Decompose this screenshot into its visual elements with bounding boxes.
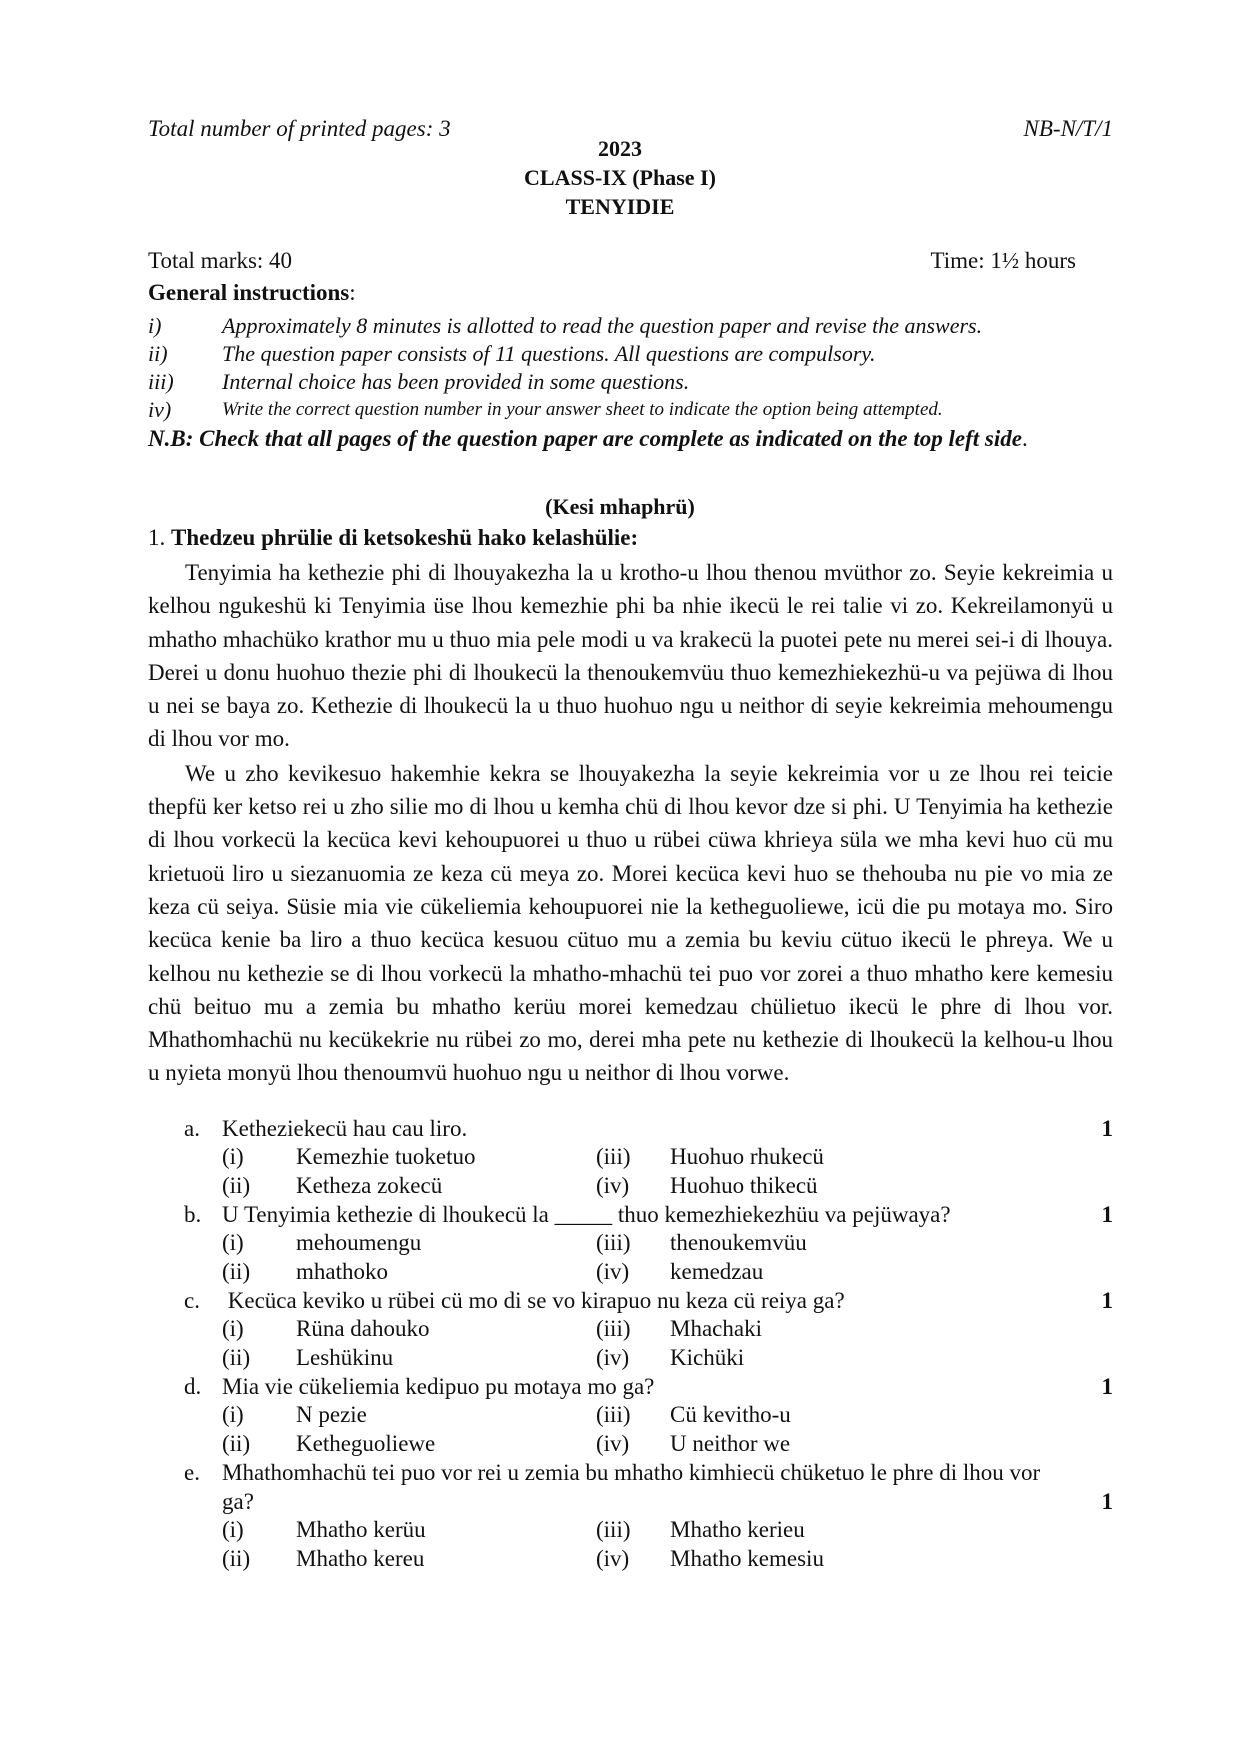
- option-number: (iii): [596, 1144, 631, 1169]
- total-marks: Total marks: 40: [148, 248, 293, 273]
- option-text: Ketheguoliewe: [296, 1430, 436, 1456]
- question-text: Ketheziekecü hau cau liro.: [222, 1116, 468, 1141]
- option-text: Leshükinu: [296, 1344, 394, 1370]
- question-1-title: Thedzeu phrülie di ketsokeshü hako kelashülie:: [171, 525, 639, 550]
- instruction-text: Internal choice has been provided in some questions.: [222, 369, 690, 394]
- instructions-title: General instructions: [148, 280, 350, 305]
- passage-paragraph: Tenyimia ha kethezie phi di lhouyakezha la u krotho-u lhou thenou mvüthor zo. Seyie kekreimia u kelhou ngukeshü ki Tenyimia üse lhou kemezhie phi ba nhie ikecü le rei talie vi zo. Kekreilamonyü u mhatho mhachüko krathor mu u thuo mia pele modi u va krakecü la puotei pete nu merei sei-i di lhouya. Derei u donu huohuo thezie phi di lhoukecü la thenoukemvüu thuo kemezhiekezhü-u va pejüwa di lhou u nei se baya zo. Kethezie di lhoukecü la u thuo huohuo ngu u neithor di seyie kekreimia mehoumengu di lhou vor mo.: [148, 560, 1113, 752]
- option-text: Mhatho kerieu: [670, 1517, 805, 1542]
- question-letter: b.: [184, 1202, 202, 1227]
- option-number: (iv): [596, 1545, 630, 1571]
- question-line: [148, 1200, 1113, 1229]
- question-line: [148, 1458, 1113, 1487]
- option-number: (ii): [222, 1430, 251, 1456]
- option-number: (iii): [596, 1316, 631, 1341]
- exam-year: 2023: [598, 136, 642, 161]
- option-row: [148, 1143, 1113, 1172]
- instructions-list: [148, 312, 1108, 424]
- question-line: [148, 1114, 1113, 1143]
- option-row: [148, 1172, 1113, 1201]
- option-row: [148, 1516, 1113, 1545]
- option-number: (ii): [222, 1172, 251, 1198]
- question-mark: 1: [1101, 1288, 1113, 1313]
- option-text: Rüna dahouko: [296, 1316, 430, 1341]
- option-row: [148, 1401, 1113, 1430]
- exam-time: Time: 1½ hours: [930, 248, 1076, 273]
- exam-class: CLASS-IX (Phase I): [524, 165, 716, 190]
- option-row: [148, 1229, 1113, 1258]
- instruction-number: iii): [148, 369, 174, 394]
- option-text: kemedzau: [670, 1258, 764, 1284]
- instruction-text: Approximately 8 minutes is allotted to read the question paper and revise the answers.: [222, 313, 983, 338]
- question-text-continued: ga?: [222, 1489, 254, 1514]
- option-row: [148, 1258, 1113, 1287]
- option-number: (iv): [596, 1344, 630, 1370]
- option-row: [148, 1315, 1113, 1344]
- question-line: [148, 1372, 1113, 1401]
- option-text: Mhachaki: [670, 1316, 762, 1341]
- instruction-text: Write the correct question number in your answer sheet to indicate the option being attempted.: [222, 399, 943, 420]
- question-letter: c.: [184, 1288, 200, 1313]
- paper-code: NB-N/T/1: [1023, 116, 1113, 141]
- option-number: (iv): [596, 1430, 630, 1456]
- exam-subject: TENYIDIE: [565, 194, 675, 219]
- reading-passage: [148, 556, 1113, 1091]
- option-text: Cü kevitho-u: [670, 1402, 791, 1427]
- question-letter: e.: [184, 1460, 200, 1485]
- option-text: Huohuo rhukecü: [670, 1144, 824, 1169]
- option-text: Mhatho kemesiu: [670, 1545, 824, 1571]
- option-text: Huohuo thikecü: [670, 1172, 818, 1198]
- option-text: thenoukemvüu: [670, 1230, 807, 1255]
- question-mark: 1: [1101, 1116, 1113, 1141]
- instruction-number: iv): [148, 397, 172, 422]
- question-mark: 1: [1101, 1489, 1113, 1514]
- marks-time-row: [148, 248, 1076, 274]
- option-number: (iv): [596, 1258, 630, 1284]
- option-number: (iii): [596, 1230, 631, 1255]
- option-number: (i): [222, 1402, 244, 1427]
- option-number: (iii): [596, 1402, 631, 1427]
- option-text: Ketheza zokecü: [296, 1172, 443, 1198]
- instruction-number: ii): [148, 341, 168, 366]
- option-number: (i): [222, 1316, 244, 1341]
- question-letter: d.: [184, 1374, 202, 1399]
- nb-text: N.B: Check that all pages of the question paper are complete as indicated on the top left side: [148, 426, 1022, 451]
- instruction-item: [148, 312, 1108, 340]
- instruction-text: The question paper consists of 11 questions. All questions are compulsory.: [222, 341, 876, 366]
- printed-pages-note: Total number of printed pages: 3: [148, 116, 451, 141]
- instruction-item: [148, 340, 1108, 368]
- option-number: (ii): [222, 1545, 251, 1571]
- option-number: (iv): [596, 1172, 630, 1198]
- option-text: Kemezhie tuoketuo: [296, 1144, 476, 1169]
- option-row: [148, 1430, 1113, 1459]
- option-text: mehoumengu: [296, 1230, 422, 1255]
- option-row: [148, 1344, 1113, 1373]
- question-text: Kecüca keviko u rübei cü mo di se vo kirapuo nu keza cü reiya ga?: [222, 1288, 845, 1313]
- question-letter: a.: [184, 1116, 200, 1141]
- option-number: (i): [222, 1144, 244, 1169]
- instructions-heading: General instructions:: [148, 280, 356, 305]
- option-text: Kichüki: [670, 1344, 745, 1370]
- option-text: Mhatho kerüu: [296, 1517, 426, 1542]
- instruction-item: [148, 368, 1108, 396]
- instruction-item: [148, 396, 1108, 424]
- option-number: (ii): [222, 1258, 251, 1284]
- question-text: Mhathomhachü tei puo vor rei u zemia bu mhatho kimhiecü chüketuo le phre di lhou vor: [222, 1460, 1041, 1485]
- question-line: [148, 1286, 1113, 1315]
- question-line: [148, 1487, 1113, 1516]
- option-number: (iii): [596, 1517, 631, 1542]
- question-text: Mia vie cükeliemia kedipuo pu motaya mo ga?: [222, 1374, 655, 1399]
- passage-paragraph: We u zho kevikesuo hakemhie kekra se lhouyakezha la seyie kekreimia vor u ze lhou rei teicie thepfü ker ketso rei u zho silie mo di lhou u kemha chü di lhou kevor dze si phi. U Tenyimia ha kethezie di lhou vorkecü la kecüca kevi kehoupuorei u thuo u rübei cüwa khrieya süla we mha kevi huo cü mu krietuoü liro u siezanuomia ze keza cü meya zo. Morei kecüca kevi huo se thehouba nu pie vo mia ze keza cü seiya. Süsie mia vie cükeliemia kehoupuorei nie la ketheguoliewe, icü die pu motaya mo. Siro kecüca kenie ba liro a thuo kecüca kesuou cütuo mu a zemia bu keviu cütuo ikecü le phreya. We u kelhou nu kethezie se di lhou vorkecü la mhatho-mhachü tei puo vor zorei a thuo mhatho kere kemesiu chü beituo mu a zemia bu mhatho kerüu morei kemedzau chülietuo ikecü le phre di lhou vor. Mhathomhachü nu kecükekrie nu rübei zo mo, derei mha pete nu kethezie di lhoukecü la kelhou-u lhou u nyieta monyü lhou thenoumvü huohuo ngu u neithor di lhou vorwe.: [148, 760, 1113, 1086]
- option-text: N pezie: [296, 1402, 367, 1427]
- option-number: (ii): [222, 1344, 251, 1370]
- option-text: mhathoko: [296, 1258, 388, 1284]
- option-text: U neithor we: [670, 1430, 791, 1456]
- option-number: (i): [222, 1517, 244, 1542]
- question-mark: 1: [1101, 1374, 1113, 1399]
- option-text: Mhatho kereu: [296, 1545, 425, 1571]
- section-title: (Kesi mhaphrü): [545, 494, 695, 519]
- nb-note: N.B: Check that all pages of the question paper are complete as indicated on the top left side.: [148, 426, 1028, 451]
- option-row: [148, 1545, 1113, 1574]
- question-text: U Tenyimia kethezie di lhoukecü la _____ thuo kemezhiekezhüu va pejüwaya?: [222, 1202, 951, 1227]
- option-number: (i): [222, 1230, 244, 1255]
- sub-questions: [148, 1114, 1113, 1573]
- question-number: 1.: [148, 525, 166, 550]
- instruction-number: i): [148, 313, 162, 338]
- question-1-heading: [148, 525, 638, 551]
- question-mark: 1: [1101, 1202, 1113, 1227]
